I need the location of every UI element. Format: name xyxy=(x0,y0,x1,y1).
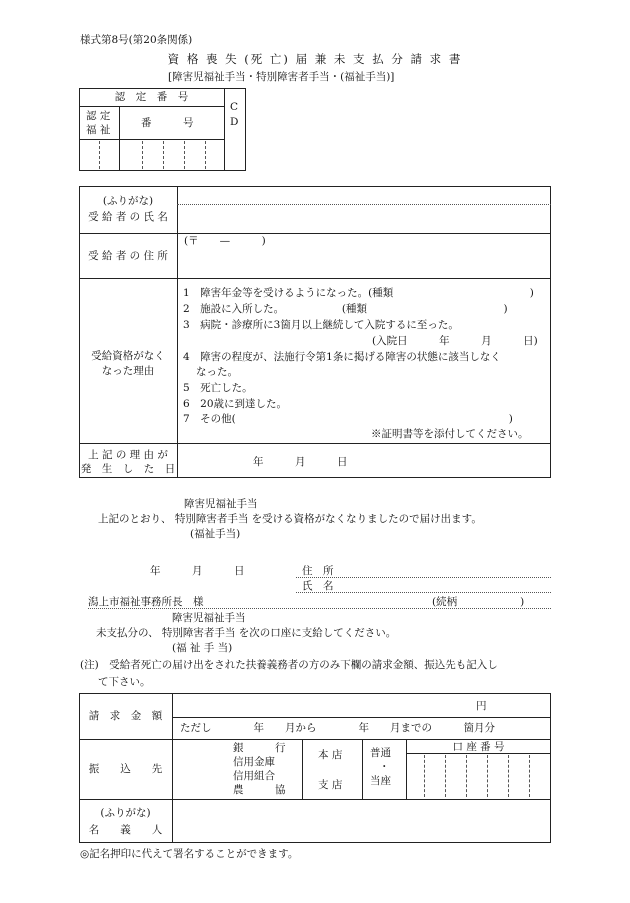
allowance-2: 障害児福祉手当 xyxy=(172,612,246,624)
signature-note: ◎記名押印に代えて署名することができます。 xyxy=(80,848,299,860)
savings-option[interactable]: 普通 xyxy=(370,747,391,759)
reason-option[interactable]: 5 死亡した。 xyxy=(183,382,253,394)
separator-dot: ・ xyxy=(379,761,390,773)
reason-option[interactable]: 7 その他( ) xyxy=(183,413,513,425)
notice-2-text: 未支払分の、 特別障害者手当 を次の口座に支給してください。 xyxy=(96,627,397,639)
bank-type-option[interactable]: 信用金庫 xyxy=(233,756,275,768)
claim-amount-label: 請 求 金 額 xyxy=(88,710,163,722)
reason-option-cont: なった。 xyxy=(196,366,238,378)
postal-code-field[interactable]: (〒 — ) xyxy=(184,235,266,247)
account-holder-field[interactable] xyxy=(173,800,550,842)
reason-option[interactable]: 6 20歳に到達した。 xyxy=(183,398,288,410)
welfare-label: 福 祉 xyxy=(86,124,111,136)
account-holder-label: 名 義 人 xyxy=(88,824,163,836)
reason-option[interactable]: 1 障害年金等を受けるようになった。(種類 ) xyxy=(183,287,534,299)
yen-unit: 円 xyxy=(476,700,487,712)
transfer-destination-label: 振 込 先 xyxy=(88,763,163,775)
allowance-2-welfare: (福 祉 手 当) xyxy=(172,642,233,654)
bank-type-option[interactable]: 信用組合 xyxy=(233,770,275,782)
applicant-address-label: 住 所 xyxy=(302,565,334,577)
form-subtitle: [障害児福祉手当・特別障害者手当・(福祉手当)] xyxy=(168,71,395,83)
admission-date[interactable]: (入院日 年 月 日) xyxy=(372,335,538,347)
relationship-field[interactable]: (続柄 ) xyxy=(432,596,525,608)
cert-label: 認 定 xyxy=(86,110,111,122)
occurrence-date-field[interactable]: 年 月 日 xyxy=(253,456,348,468)
number-label: 番 号 xyxy=(141,117,194,129)
bank-type-option[interactable]: 農 協 xyxy=(233,784,286,796)
notice-1-text: 上記のとおり、 特別障害者手当 を受ける資格がなくなりましたので届け出ます。 xyxy=(98,513,482,525)
submission-date[interactable]: 年 月 日 xyxy=(150,565,245,577)
note-line-2: て下さい。 xyxy=(98,676,151,688)
claim-amount-field[interactable] xyxy=(173,694,473,716)
date-label-1: 上 記 の 理 由 が xyxy=(88,449,168,461)
applicant-name-label: 氏 名 xyxy=(302,580,334,592)
branch-option[interactable]: 支 店 xyxy=(318,779,343,791)
note-line-1: (注) 受給者死亡の届け出をされた扶養義務者の方のみ下欄の請求金額、振込先も記入し xyxy=(80,659,498,671)
main-branch-option[interactable]: 本 店 xyxy=(318,749,343,761)
cd-label-d: D xyxy=(230,116,239,128)
recipient-name-label: 受 給 者 の 氏 名 xyxy=(88,211,168,223)
cd-label-c: C xyxy=(230,101,239,113)
reason-label-1: 受給資格がなく xyxy=(91,350,165,362)
bank-type-option[interactable]: 銀 行 xyxy=(233,742,286,754)
attachment-note: ※証明書等を添付してください。 xyxy=(371,428,529,440)
reason-option[interactable]: 3 病院・診療所に3箇月以上継続して入院するに至った。 xyxy=(183,319,459,331)
recipient-address-label: 受 給 者 の 住 所 xyxy=(88,250,168,262)
claim-period[interactable]: ただし 年 月から 年 月までの 箇月分 xyxy=(180,722,495,734)
recipient-office: 潟上市福祉事務所長 様 xyxy=(88,596,204,608)
furigana-label: (ふりがな) xyxy=(102,195,154,207)
reason-option[interactable]: 4 障害の程度が、法施行令第1条に掲げる障害の状態に該当しなく xyxy=(183,351,501,363)
reason-option[interactable]: 2 施設に入所した。 (種類 ) xyxy=(183,303,508,315)
cert-number-header: 認 定 番 号 xyxy=(114,91,189,103)
allowance-1: 障害児福祉手当 xyxy=(184,498,258,510)
holder-furigana-label: (ふりがな) xyxy=(100,807,151,819)
account-number-label: 口 座 番 号 xyxy=(452,741,505,753)
recipient-name-field[interactable] xyxy=(178,205,550,232)
checking-option[interactable]: 当座 xyxy=(370,775,391,787)
form-number: 様式第8号(第20条関係) xyxy=(80,34,193,46)
form-title: 資 格 喪 失 (死 亡) 届 兼 未 支 払 分 請 求 書 xyxy=(167,52,463,66)
allowance-1-welfare: (福祉手当) xyxy=(190,528,241,540)
date-label-2: 発 生 し た 日 xyxy=(80,463,176,475)
reason-label-2: なった理由 xyxy=(101,365,155,377)
